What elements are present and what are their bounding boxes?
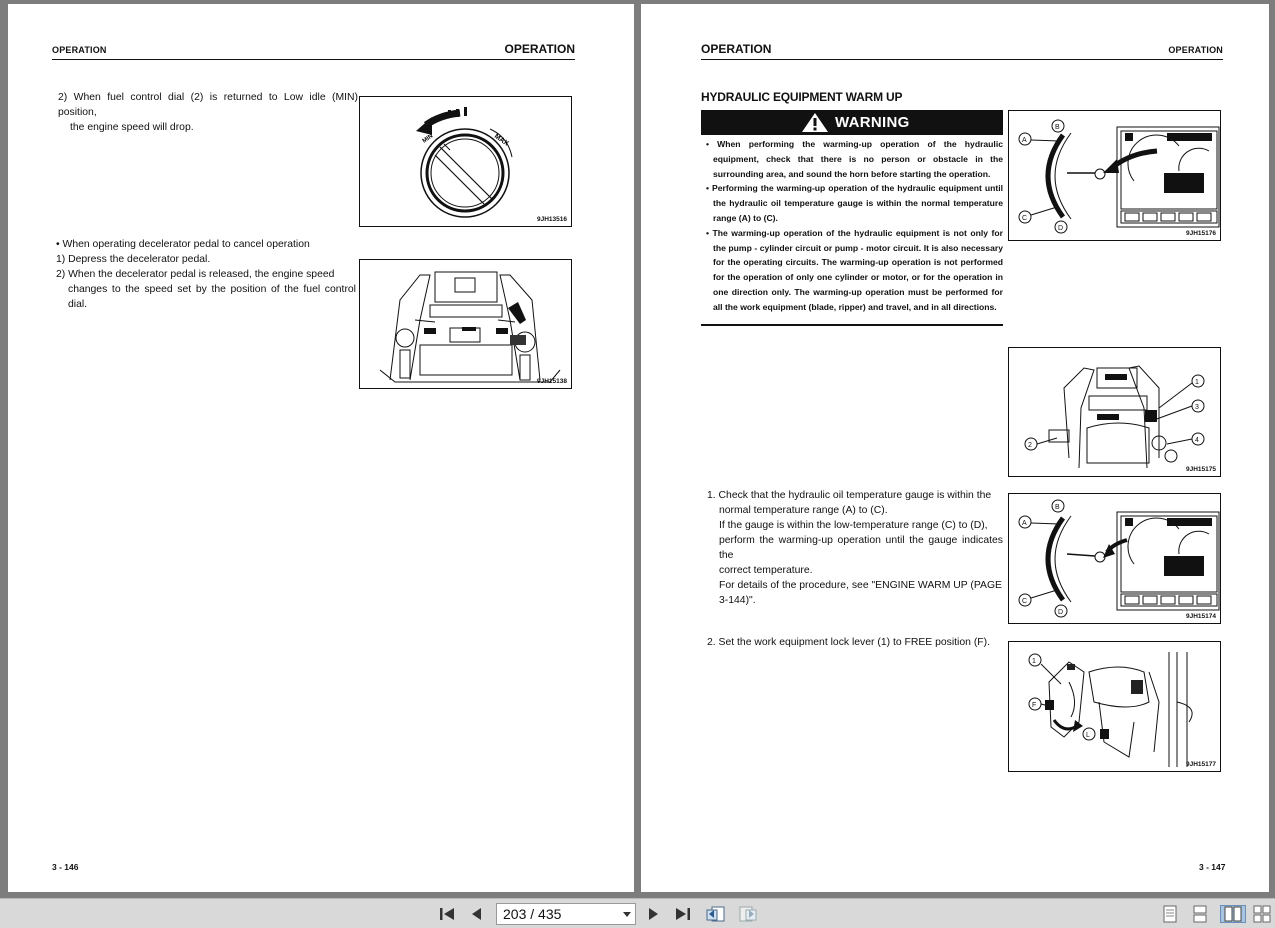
warning-triangle-icon [801,112,829,133]
fig6-label-f: F [1032,702,1037,709]
next-page-button[interactable] [644,905,664,923]
page-number-select[interactable] [496,903,636,925]
step1-line: correct temperature. [719,565,813,576]
single-page-icon [1162,905,1178,923]
gauge-label-a: A [1022,137,1027,144]
fig4-label-3: 3 [1195,404,1199,411]
last-page-icon [674,906,692,922]
warning-label: WARNING [835,114,910,131]
fig4-label-2: 2 [1028,442,1032,449]
fig6-code: 9JH15177 [1186,761,1216,768]
fuel-dial-paragraph [58,90,358,135]
step1-line: 3-144)". [719,595,756,606]
fig4-code: 9JH15175 [1186,466,1216,473]
fig2-code: 9JH15138 [537,378,567,385]
left-page-number: 3 - 146 [52,862,79,872]
gauge2-label-a: A [1022,520,1027,527]
warning-item: • When performing the warming-up operation of the hydraulic equipment, check that there is no person or obstacle in the surrounding area, and sound the horn before starting the operation. [706,139,1003,179]
gauge2-label-d: D [1058,609,1064,616]
step1-paragraph [707,488,1003,608]
warning-item: • The warming-up operation of the hydraulic equipment is not only for the pump - cylinder circuit or pump - motor circuit. It is also necessary for the operating circuits. The warming-up operation is not performed for the operation of only one cylinder or motor, or for the operation in one direction only. The warming-up operation must be performed for all the work equipment (blade, ripper) and travel, and in all directions. [706,227,1003,312]
left-header [52,40,575,60]
figure-temp-gauge-monitor [1008,110,1221,241]
single-page-view-button[interactable] [1160,905,1180,923]
section-title: HYDRAULIC EQUIPMENT WARM UP [701,90,903,104]
page-right [641,4,1269,892]
right-header [701,40,1223,60]
fig6-label-l: L [1086,732,1090,739]
previous-page-button[interactable] [466,905,486,923]
step1-line: For details of the procedure, see "ENGINE WARM UP (PAGE [719,580,1002,591]
warning-item-text: The warming-up operation of the hydraulic equipment is not only for the pump - cylinder circuit or pump - motor circuit. It is also necessary for the operating circuits. The warming-up operation is not performed for the operation of only one cylinder or motor, or for the operation in one direction only. The warming-up operation must be performed for all the work equipment (blade, ripper) and travel, and in all directions. [712,227,1003,312]
figure-decelerator-pedal [359,259,572,389]
warning-item: • Performing the warming-up operation of the hydraulic equipment until the hydraulic oil temperature gauge is within the normal temperature range (A) to (C). [706,183,1003,223]
last-page-button[interactable] [672,905,694,923]
figure-cab-levers [1008,347,1221,477]
right-header-big: OPERATION [701,42,772,56]
viewer-toolbar [0,898,1275,928]
gauge2-label-c: C [1022,598,1028,605]
go-forward-view-button[interactable] [736,905,760,923]
first-page-button[interactable] [436,905,458,923]
first-page-icon [438,906,456,922]
left-header-small: OPERATION [52,45,107,55]
gauge2-label-b: B [1055,504,1060,511]
fig1-code: 9JH13516 [537,216,567,223]
step1-line: perform the warming-up operation until the gauge indicates the [719,535,1003,561]
decel-bullet: • When operating decelerator pedal to cancel operation [56,239,310,250]
step2-text: 2. Set the work equipment lock lever (1) to FREE position (F). [707,637,990,648]
decel-step1: 1) Depress the decelerator pedal. [56,254,211,265]
two-page-continuous-icon [1253,905,1271,923]
right-page-number: 3 - 147 [1199,862,1226,872]
two-page-view-button[interactable] [1220,905,1246,923]
warning-item-text: Performing the warming-up operation of the hydraulic equipment until the hydraulic oil temperature gauge is within the normal temperature range (A) to (C). [711,183,1003,223]
decel-paragraph [56,237,356,312]
back-view-icon [705,905,727,923]
warning-list [701,137,1003,315]
fig4-label-4: 4 [1195,437,1199,444]
page-left [8,4,634,892]
fig5-code: 9JH15174 [1186,613,1216,620]
gauge-label-c: C [1022,215,1028,222]
fuel-dial-line1: 2) When fuel control dial (2) is returned to Low idle (MIN) position, [58,92,358,118]
step1-line: normal temperature range (A) to (C). [719,505,888,516]
chevron-down-icon[interactable] [623,912,631,917]
fuel-dial-min-label: MIN [421,133,435,145]
gauge-label-b: B [1055,124,1060,131]
figure-lock-lever [1008,641,1221,772]
figure-fuel-dial [359,96,572,227]
continuous-page-icon [1192,905,1208,923]
next-page-icon [647,906,661,922]
fig3-code: 9JH15176 [1186,230,1216,237]
step1-line: If the gauge is within the low-temperature range (C) to (D), [719,520,988,531]
forward-view-icon [737,905,759,923]
fuel-dial-line2: the engine speed will drop. [70,122,194,133]
warning-item-text: When performing the warming-up operation of the hydraulic equipment, check that there is no person or obstacle in the surrounding area, and sound the horn before starting the operation. [713,139,1003,179]
previous-page-icon [469,906,483,922]
right-header-small: OPERATION [1168,45,1223,55]
fig4-label-1: 1 [1195,379,1199,386]
decel-step2-line1: 2) When the decelerator pedal is released, the engine speed [56,269,335,280]
two-page-continuous-button[interactable] [1252,905,1272,923]
page-number-display: 203 / 435 [503,906,562,922]
continuous-view-button[interactable] [1190,905,1210,923]
figure-temp-gauge-check [1008,493,1221,624]
gauge-label-d: D [1058,225,1064,232]
step2-paragraph [707,635,1007,650]
decel-step2-line2: changes to the speed set by the position of the fuel control dial. [68,284,356,310]
fuel-dial-max-label: MAX [492,132,510,148]
fig6-label-1: 1 [1032,658,1036,665]
step1-line: 1. Check that the hydraulic oil temperature gauge is within the [707,490,992,501]
left-header-big: OPERATION [504,42,575,56]
warning-banner [701,110,1003,135]
go-back-view-button[interactable] [704,905,728,923]
two-page-icon [1223,906,1243,922]
warning-divider [701,324,1003,326]
